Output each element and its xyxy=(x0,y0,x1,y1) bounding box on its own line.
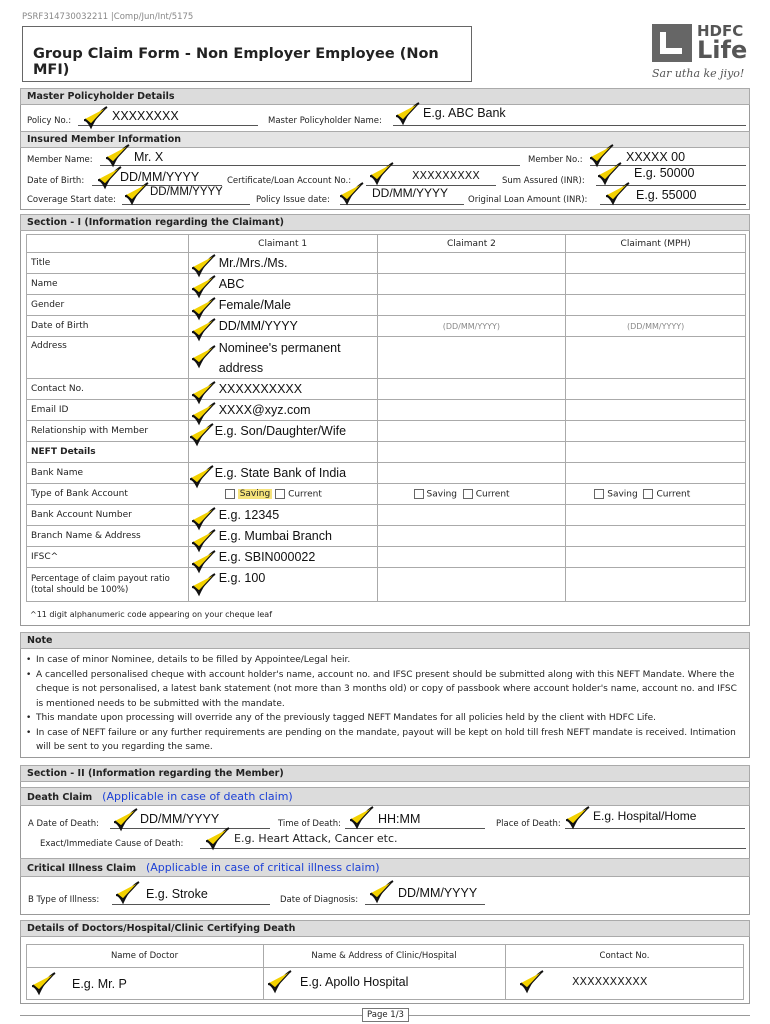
saving-checkbox[interactable] xyxy=(225,489,235,499)
member-name-line xyxy=(100,165,520,166)
checkmark-icon xyxy=(564,806,590,830)
cell-empty[interactable] xyxy=(566,274,746,295)
checkmark-icon xyxy=(348,806,374,830)
ci-claim-title: Critical Illness Claim xyxy=(27,863,136,874)
member-no-label: Member No.: xyxy=(528,155,583,165)
logo-square-icon xyxy=(652,24,692,62)
mph-name-field[interactable]: E.g. ABC Bank xyxy=(423,106,506,120)
cell-empty[interactable] xyxy=(377,295,566,316)
hospital-field[interactable]: E.g. Apollo Hospital xyxy=(300,975,409,989)
ci-claim-note: (Applicable in case of critical illness claim) xyxy=(145,861,380,874)
col-blank xyxy=(27,235,189,253)
current-checkbox[interactable] xyxy=(275,489,285,499)
checkmark-icon xyxy=(112,808,138,832)
ifsc-footnote: ^11 digit alphanumeric code appearing on your cheque leaf xyxy=(30,610,273,619)
note-item: • In case of minor Nominee, details to be filled by Appointee/Legal heir. xyxy=(26,653,744,668)
sum-label: Sum Assured (INR): xyxy=(502,176,585,186)
dob-placeholder[interactable]: (DD/MM/YYYY) xyxy=(566,316,746,337)
cell-empty[interactable] xyxy=(377,274,566,295)
cause-field[interactable]: E.g. Heart Attack, Cancer etc. xyxy=(234,832,398,845)
cell-empty[interactable] xyxy=(566,253,746,274)
pct-label xyxy=(27,568,189,602)
checkmark-icon xyxy=(518,970,544,994)
relation-field[interactable]: E.g. Son/Daughter/Wife xyxy=(188,421,377,442)
acct-type-claimant1 xyxy=(188,484,377,505)
title-field[interactable]: Mr./Mrs./Ms. xyxy=(188,253,377,274)
mph-name-label: Master Policyholder Name: xyxy=(268,116,382,126)
cell-empty[interactable] xyxy=(566,526,746,547)
address-line2: address xyxy=(218,360,264,375)
cell-empty[interactable] xyxy=(377,463,566,484)
cert-label: Certificate/Loan Account No.: xyxy=(227,176,352,186)
mph-name-line xyxy=(393,125,746,126)
hdfc-life-logo xyxy=(652,22,752,82)
checkmark-icon xyxy=(338,182,364,206)
form-title: Group Claim Form - Non Employer Employee (Non MFI) xyxy=(33,46,439,78)
illness-type-field[interactable]: E.g. Stroke xyxy=(146,887,208,901)
current-checkbox[interactable] xyxy=(463,489,473,499)
cell-empty[interactable] xyxy=(377,337,566,379)
bank-field[interactable]: E.g. State Bank of India xyxy=(188,463,377,484)
email-field[interactable]: XXXX@xyz.com xyxy=(188,400,377,421)
current-checkbox[interactable] xyxy=(643,489,653,499)
dob-field[interactable]: DD/MM/YYYY xyxy=(120,170,200,184)
neft-heading: NEFT Details xyxy=(27,442,189,463)
checkmark-icon xyxy=(188,465,214,489)
address-line1: Nominee's permanent xyxy=(218,340,341,355)
checkmark-icon xyxy=(394,102,420,126)
checkmark-icon xyxy=(104,144,130,168)
row-label: Relationship with Member xyxy=(27,421,189,442)
cell-empty xyxy=(566,442,746,463)
cell-empty[interactable] xyxy=(377,421,566,442)
checkmark-icon xyxy=(190,550,216,574)
pct-label-line2: (total should be 100%) xyxy=(31,584,129,595)
checkmark-icon xyxy=(368,880,394,904)
cell-empty[interactable] xyxy=(566,295,746,316)
cell-empty[interactable] xyxy=(566,421,746,442)
dob-label: Date of Birth: xyxy=(27,176,85,186)
checkmark-icon xyxy=(30,972,56,996)
insured-section-header: Insured Member Information xyxy=(20,131,750,148)
logo-tagline: Sar utha ke jiyo! xyxy=(652,67,745,80)
doctor-contact-field[interactable]: XXXXXXXXXX xyxy=(572,975,648,988)
row-label: IFSC^ xyxy=(27,547,189,568)
note-item: • A cancelled personalised cheque with account holder's name, account no. and IFSC present should be submitted along with this NEFT Mandate. Where the cheque is not personalised, a latest bank statement (not more than 3 months old) or copy of passbook where account holder's name, account no. and IFSC is mentioned needs to be submitted with the mandate. xyxy=(26,668,744,712)
row-label: Type of Bank Account xyxy=(27,484,189,505)
pct-field[interactable]: E.g. 100 xyxy=(188,568,377,602)
cause-label: Exact/Immediate Cause of Death: xyxy=(40,839,184,849)
checkmark-icon xyxy=(188,423,214,447)
saving-label: Saving xyxy=(607,489,638,500)
member-no-field[interactable]: XXXXX 00 xyxy=(626,150,686,164)
cov-field[interactable]: DD/MM/YYYY xyxy=(150,186,223,198)
col-claimant-mph: Claimant (MPH) xyxy=(566,235,746,253)
address-field[interactable] xyxy=(188,337,377,379)
issue-field[interactable]: DD/MM/YYYY xyxy=(372,186,449,200)
cell-empty[interactable] xyxy=(377,400,566,421)
date-of-death-field[interactable]: DD/MM/YYYY xyxy=(140,812,220,826)
cell-empty xyxy=(188,442,377,463)
cov-label: Coverage Start date: xyxy=(27,195,116,205)
pct-label-line1: Percentage of claim payout ratio xyxy=(31,573,170,584)
checkmark-icon xyxy=(123,182,149,206)
saving-checkbox[interactable] xyxy=(414,489,424,499)
contact-field[interactable]: XXXXXXXXXX xyxy=(188,379,377,400)
checkmark-icon xyxy=(604,182,630,206)
death-claim-title: Death Claim xyxy=(27,792,93,803)
date-of-death-label: A Date of Death: xyxy=(28,819,99,829)
cell-empty[interactable] xyxy=(566,568,746,602)
loan-label: Original Loan Amount (INR): xyxy=(468,195,588,205)
saving-label: Saving xyxy=(239,489,271,500)
gender-field[interactable]: Female/Male xyxy=(188,295,377,316)
section2-header: Section - II (Information regarding the Member) xyxy=(20,765,750,782)
cell-empty[interactable] xyxy=(566,337,746,379)
place-of-death-field[interactable]: E.g. Hospital/Home xyxy=(593,809,697,823)
illness-type-label: B Type of Illness: xyxy=(28,895,100,905)
current-label: Current xyxy=(656,489,691,500)
note-list xyxy=(26,653,744,755)
acct-type-mph xyxy=(566,484,746,505)
current-label: Current xyxy=(288,489,322,500)
cell-empty[interactable] xyxy=(377,505,566,526)
checkmark-icon xyxy=(266,970,292,994)
diagnosis-date-label: Date of Diagnosis: xyxy=(280,895,359,905)
loan-field[interactable]: E.g. 55000 xyxy=(636,188,697,202)
cell-empty[interactable] xyxy=(566,505,746,526)
checkmark-icon xyxy=(190,573,216,597)
note-item: • This mandate upon processing will override any of the previously tagged NEFT Mandates for all policies held by the client with HDFC Life. xyxy=(26,711,744,726)
row-label: Email ID xyxy=(27,400,189,421)
doctors-header: Details of Doctors/Hospital/Clinic Certifying Death xyxy=(20,920,750,937)
cell-empty[interactable] xyxy=(377,547,566,568)
saving-label: Saving xyxy=(426,489,458,500)
policy-no-label: Policy No.: xyxy=(27,116,72,126)
claimant-table xyxy=(26,234,746,602)
dob-placeholder[interactable]: (DD/MM/YYYY) xyxy=(377,316,566,337)
col-claimant2: Claimant 2 xyxy=(377,235,566,253)
checkmark-icon xyxy=(114,881,140,905)
member-name-label: Member Name: xyxy=(27,155,93,165)
cell-empty[interactable] xyxy=(377,253,566,274)
death-claim-note: (Applicable in case of death claim) xyxy=(102,790,293,803)
checkmark-icon xyxy=(204,827,230,851)
place-of-death-line xyxy=(565,828,745,829)
ifsc-field[interactable]: E.g. SBIN000022 xyxy=(188,547,377,568)
logo-text-main: Life xyxy=(697,36,748,64)
saving-checkbox[interactable] xyxy=(594,489,604,499)
logo-text-top: HDFC xyxy=(697,22,744,40)
dob-claimant-field[interactable]: DD/MM/YYYY xyxy=(188,316,377,337)
row-label: Name xyxy=(27,274,189,295)
row-label: Title xyxy=(27,253,189,274)
checkmark-icon xyxy=(190,345,216,369)
cell-empty[interactable] xyxy=(377,568,566,602)
diagnosis-date-field[interactable]: DD/MM/YYYY xyxy=(398,886,478,900)
cell-empty[interactable] xyxy=(566,547,746,568)
cell-empty[interactable] xyxy=(566,463,746,484)
cell-empty[interactable] xyxy=(377,526,566,547)
cell-empty[interactable] xyxy=(566,400,746,421)
checkmark-icon xyxy=(82,106,108,130)
death-claim-header xyxy=(20,787,750,806)
reference-number: PSRF314730032211 |Comp/Jun/Int/5175 xyxy=(22,12,194,22)
sum-field[interactable]: E.g. 50000 xyxy=(634,166,695,180)
col-claimant1: Claimant 1 xyxy=(188,235,377,253)
place-of-death-label: Place of Death: xyxy=(496,819,561,829)
note-item: • In case of NEFT failure or any further requirements are pending on the mandate, payout will be kept on hold till fresh NEFT mandate is received. Intimation will be sent to you regarding the same. xyxy=(26,726,744,755)
current-label: Current xyxy=(475,489,510,500)
page-number: Page 1/3 xyxy=(362,1008,409,1022)
checkmark-icon xyxy=(368,162,394,186)
cell-empty[interactable] xyxy=(377,379,566,400)
cause-line xyxy=(200,848,746,849)
policy-no-field[interactable]: XXXXXXXX xyxy=(112,109,179,123)
row-label: Branch Name & Address xyxy=(27,526,189,547)
row-label: Date of Birth xyxy=(27,316,189,337)
member-name-field[interactable]: Mr. X xyxy=(134,150,164,164)
checkmark-icon xyxy=(96,166,122,190)
cell-empty xyxy=(377,442,566,463)
row-label: Bank Account Number xyxy=(27,505,189,526)
note-header: Note xyxy=(20,632,750,649)
time-of-death-field[interactable]: HH:MM xyxy=(378,812,421,826)
contact-header: Contact No. xyxy=(599,951,650,961)
row-label: Bank Name xyxy=(27,463,189,484)
doctor-name-field[interactable]: E.g. Mr. P xyxy=(72,977,127,991)
row-label: Gender xyxy=(27,295,189,316)
acct-no-field[interactable]: E.g. 12345 xyxy=(188,505,377,526)
issue-label: Policy Issue date: xyxy=(256,195,330,205)
cert-field[interactable]: XXXXXXXXX xyxy=(412,169,480,182)
checkmark-icon xyxy=(190,318,216,342)
form-title-box xyxy=(22,26,472,82)
doctor-name-header: Name of Doctor xyxy=(110,951,179,961)
time-of-death-label: Time of Death: xyxy=(278,819,341,829)
hospital-header: Name & Address of Clinic/Hospital xyxy=(311,951,457,961)
checkmark-icon xyxy=(190,507,216,531)
section1-header: Section - I (Information regarding the Claimant) xyxy=(20,214,750,231)
branch-field[interactable]: E.g. Mumbai Branch xyxy=(188,526,377,547)
master-section-header: Master Policyholder Details xyxy=(20,88,750,105)
acct-type-claimant2 xyxy=(377,484,566,505)
cell-empty[interactable] xyxy=(566,379,746,400)
ci-claim-header xyxy=(20,858,750,877)
row-label: Contact No. xyxy=(27,379,189,400)
name-field[interactable]: ABC xyxy=(188,274,377,295)
row-label: Address xyxy=(27,337,189,379)
diagnosis-date-line xyxy=(365,904,485,905)
checkmark-icon xyxy=(190,275,216,299)
